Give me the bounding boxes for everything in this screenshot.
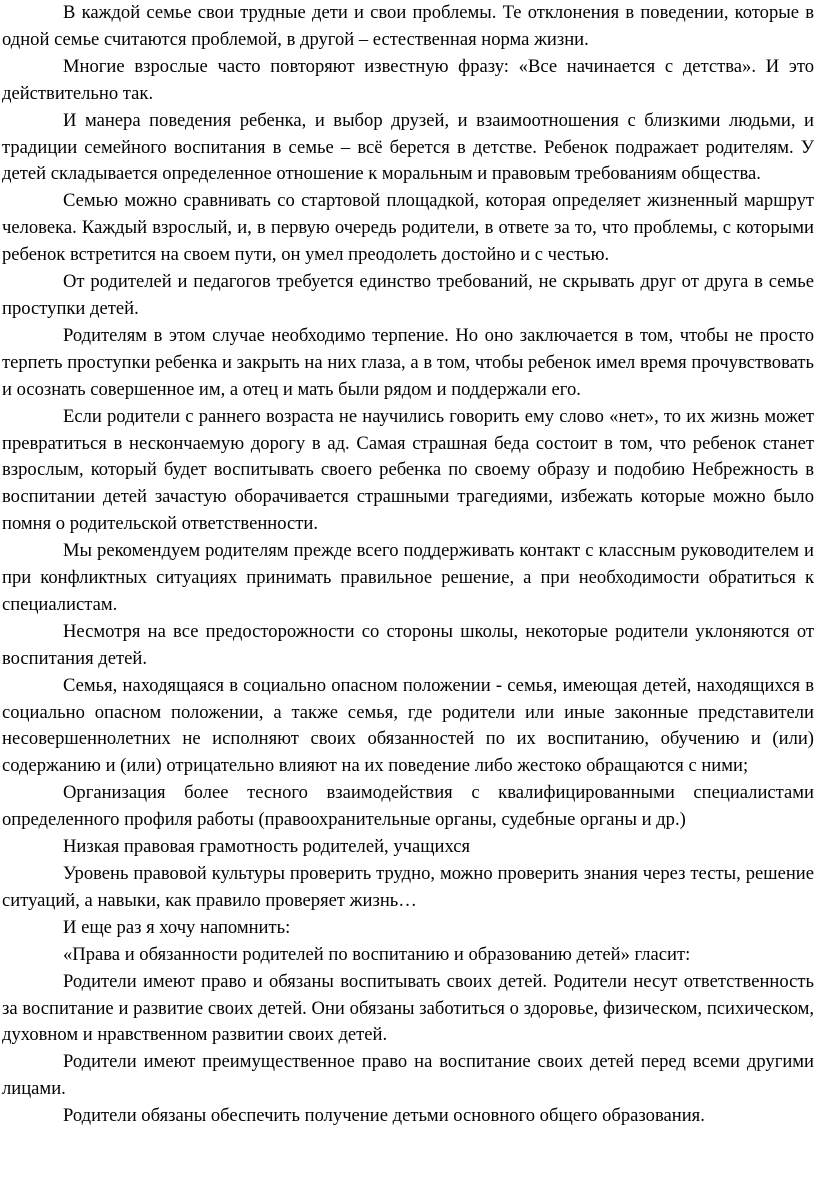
paragraph: Низкая правовая грамотность родителей, учащихся [63,836,471,858]
paragraph: Родители имеют преимущественное право на воспитание своих детей перед всеми другими лицами. [2,1051,814,1100]
paragraph: «Права и обязанности родителей по воспитанию и образованию детей» гласит: [63,943,691,965]
document-page [2,0,814,1130]
paragraph: И еще раз я хочу напомнить: [63,916,291,938]
paragraph: Родители имеют право и обязаны воспитывать своих детей. Родители несут ответственность за воспитание и развитие своих детей. Они обязаны заботиться о здоровье, физическом, психическом, духовном и нравственном развитии своих детей. [2,970,814,1046]
paragraph: В каждой семье свои трудные дети и свои проблемы. Те отклонения в поведении, которые в одной семье считаются проблемой, в другой – естественная норма жизни. [2,2,814,50]
paragraph: Семью можно сравнивать со стартовой площадкой, которая определяет жизненный маршрут человека. Каждый взрослый, и, в первую очередь родители, в ответе за то, что проблемы, с которыми ребенок встретится на своем пути, он умел преодолеть достойно и с честью. [2,190,814,266]
paragraph: От родителей и педагогов требуется единство требований, не скрывать друг от друга в семье проступки детей. [2,271,814,319]
paragraph: Уровень правовой культуры проверить трудно, можно проверить знания через тесты, решение ситуаций, а навыки, как правило проверяет жизнь… [2,863,814,911]
paragraph: Семья, находящаяся в социально опасном положении - семья, имеющая детей, находящихся в социально опасном положении, а также семья, где родители или иные законные представители несовершеннолетних не исполняют своих обязанностей по их воспитанию, обучению и (или) содержанию и (или) отрицательно влияют на их поведение либо жестоко обращаются с ними; [2,674,814,777]
paragraph: Родители обязаны обеспечить получение детьми основного общего образования. [63,1105,705,1127]
paragraph: Если родители с раннего возраста не научились говорить ему слово «нет», то их жизнь может превратиться в нескончаемую дорогу в ад. Самая страшная беда состоит в том, что ребенок станет взрослым, который будет воспитывать своего ребенка по своему образу и подобию Небрежность в воспитании детей зачастую оборачивается страшными трагедиями, избежать которые можно было помня о родительской ответственности. [2,405,814,535]
paragraph: И манера поведения ребенка, и выбор друзей, и взаимоотношения с близкими людьми, и традиции семейного воспитания в семье – всё берется в детстве. Ребенок подражает родителям. У детей складывается определенное отношение к моральным и правовым требованиям общества. [2,109,814,185]
paragraph: Несмотря на все предосторожности со стороны школы, некоторые родители уклоняются от воспитания детей. [2,620,814,669]
paragraph: Многие взрослые часто повторяют известную фразу: «Все начинается с детства». И это действительно так. [2,55,814,104]
paragraph: Родителям в этом случае необходимо терпение. Но оно заключается в том, чтобы не просто терпеть проступки ребенка и закрыть на них глаза, а в том, чтобы ребенок имел время прочувствовать и осознать совершенное им, а отец и мать были рядом и поддержали его. [2,324,814,400]
paragraph: Мы рекомендуем родителям прежде всего поддерживать контакт с классным руководителем и при конфликтных ситуациях принимать правильное решение, а при необходимости обратиться к специалистам. [2,540,814,615]
paragraph: Организация более тесного взаимодействия с квалифицированными специалистами определенного профиля работы (правоохранительные органы, судебные органы и др.) [2,782,814,831]
